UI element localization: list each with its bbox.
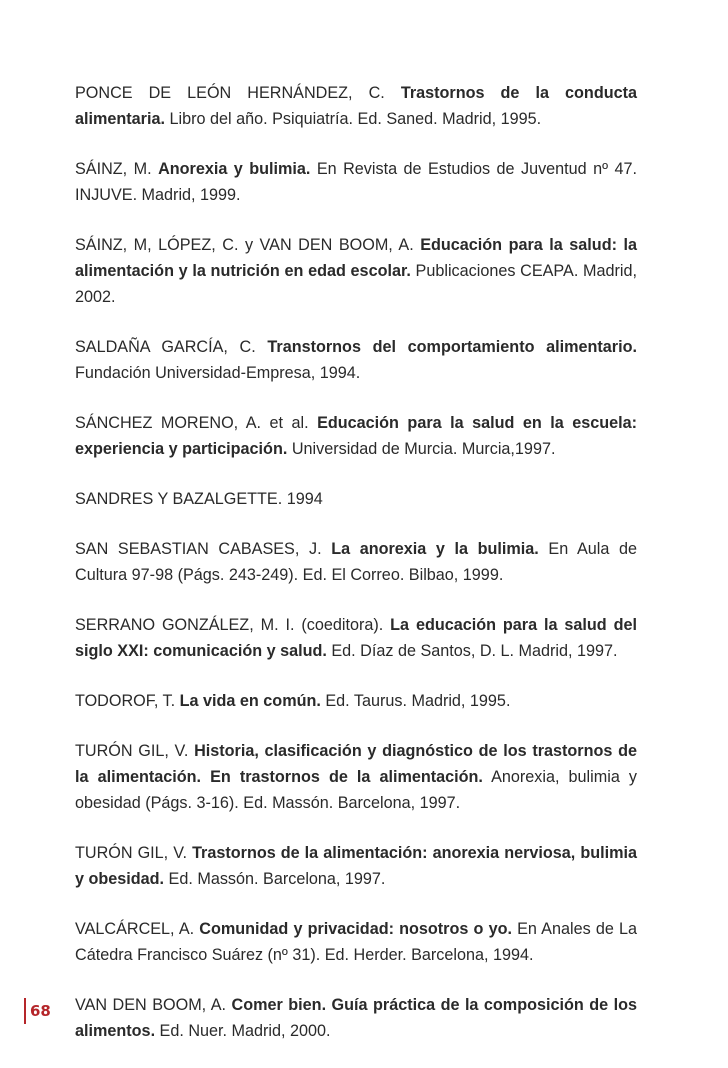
reference-entry [75, 156, 637, 208]
reference-authors: SANDRES Y BAZALGETTE. 1994 [75, 490, 323, 508]
reference-title: Educación para la salud: la alimentación y la nutrición en edad escolar. [75, 236, 637, 280]
reference-title: La educación para la salud del siglo XXI: comunicación y salud. [75, 616, 637, 660]
reference-title: La vida en común. [179, 692, 321, 710]
reference-details: Ed. Nuer. Madrid, 2000. [155, 1022, 331, 1040]
reference-authors: PONCE DE LEÓN HERNÁNDEZ, C. [75, 84, 401, 102]
reference-details: En Revista de Estudios de Juventud nº 47. INJUVE. Madrid, 1999. [75, 160, 637, 204]
reference-details: Ed. Massón. Barcelona, 1997. [164, 870, 386, 888]
reference-authors: SÁINZ, M. [75, 160, 159, 178]
reference-entry [75, 410, 637, 462]
reference-authors: TODOROF, T. [75, 692, 180, 710]
reference-entry [75, 688, 637, 714]
reference-entry [75, 916, 637, 968]
reference-title: Comer bien. Guía práctica de la composición de los alimentos. [75, 996, 637, 1040]
reference-entry [75, 486, 637, 512]
reference-entry [75, 992, 637, 1044]
reference-title: Comunidad y privacidad: nosotros o yo. [199, 920, 512, 938]
reference-authors: VAN DEN BOOM, A. [75, 996, 232, 1014]
reference-entry [75, 738, 637, 816]
reference-authors: TURÓN GIL, V. [75, 742, 195, 760]
reference-details: Libro del año. Psiquiatría. Ed. Saned. Madrid, 1995. [164, 110, 542, 128]
reference-authors: TURÓN GIL, V. [75, 844, 193, 862]
reference-entry [75, 80, 637, 132]
reference-entry [75, 232, 637, 310]
reference-entry [75, 612, 637, 664]
page-number: 68 [30, 1002, 51, 1020]
reference-title: La anorexia y la bulimia. [331, 540, 539, 558]
bibliography-list [75, 80, 637, 1068]
reference-entry [75, 334, 637, 386]
reference-authors: SERRANO GONZÁLEZ, M. I. (coeditora). [75, 616, 391, 634]
reference-details: Ed. Díaz de Santos, D. L. Madrid, 1997. [326, 642, 618, 660]
reference-details: Publicaciones CEAPA. Madrid, 2002. [75, 262, 637, 306]
reference-details: Fundación Universidad-Empresa, 1994. [75, 364, 361, 382]
reference-title: Anorexia y bulimia. [158, 160, 311, 178]
reference-details: En Anales de La Cátedra Francisco Suárez (nº 31). Ed. Herder. Barcelona, 1994. [75, 920, 637, 964]
reference-authors: SAN SEBASTIAN CABASES, J. [75, 540, 332, 558]
reference-details: Anorexia, bulimia y obesidad (Págs. 3-16). Ed. Massón. Barcelona, 1997. [75, 768, 637, 812]
reference-authors: VALCÁRCEL, A. [75, 920, 200, 938]
reference-entry [75, 840, 637, 892]
reference-authors: SÁINZ, M, LÓPEZ, C. y VAN DEN BOOM, A. [75, 236, 421, 254]
reference-title: Trastornos de la alimentación: anorexia nerviosa, bulimia y obesidad. [75, 844, 637, 888]
reference-details: En Aula de Cultura 97-98 (Págs. 243-249). Ed. El Correo. Bilbao, 1999. [75, 540, 637, 584]
reference-title: Transtornos del comportamiento alimentario. [267, 338, 637, 356]
reference-authors: SÁNCHEZ MORENO, A. et al. [75, 414, 318, 432]
reference-title: Trastornos de la conducta alimentaria. [75, 84, 637, 128]
reference-details: Ed. Taurus. Madrid, 1995. [320, 692, 511, 710]
page-number-marker [24, 998, 51, 1024]
reference-title: Educación para la salud en la escuela: experiencia y participación. [75, 414, 637, 458]
reference-details: Universidad de Murcia. Murcia,1997. [287, 440, 556, 458]
reference-entry [75, 536, 637, 588]
reference-title: Historia, clasificación y diagnóstico de los trastornos de la alimentación. En trastornos de la alimentación. [75, 742, 637, 786]
reference-authors: SALDAÑA GARCÍA, C. [75, 338, 268, 356]
